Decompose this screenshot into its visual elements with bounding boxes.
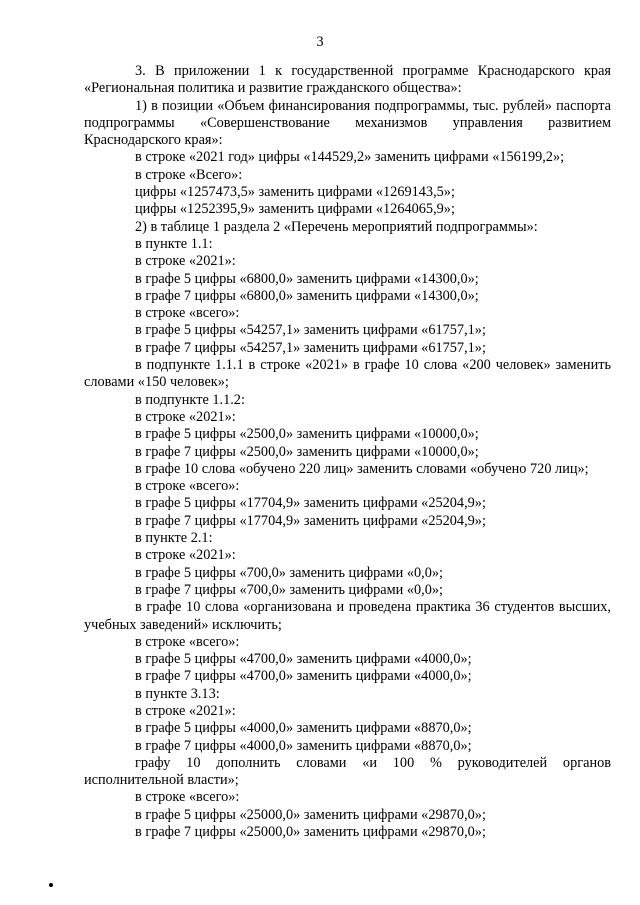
paragraph: в строке «2021»:: [135, 253, 236, 270]
page-number: 3: [316, 34, 324, 50]
paragraph: в графе 5 цифры «700,0» заменить цифрами «0,0»;: [135, 564, 444, 581]
paragraph: в подпункте 1.1.1 в строке «2021» в графе 10 слова «200 человек» заменить словами «150 человек»;: [84, 357, 611, 391]
paragraph: в графе 5 цифры «54257,1» заменить цифрами «61757,1»;: [135, 322, 486, 339]
paragraph: в пункте 1.1:: [135, 235, 213, 252]
paragraph: графу 10 дополнить словами «и 100 % руководителей органов исполнительной власти»;: [84, 754, 611, 789]
paragraph: в графе 5 цифры «25000,0» заменить цифрами «29870,0»;: [135, 806, 486, 823]
paragraph: в строке «всего»:: [135, 305, 240, 322]
paragraph: в графе 7 цифры «54257,1» заменить цифрами «61757,1»;: [135, 339, 486, 356]
paragraph: в подпункте 1.1.2:: [135, 391, 245, 408]
paragraph: в строке «Всего»:: [135, 166, 243, 183]
paragraph: в строке «2021»:: [135, 408, 236, 425]
paragraph: в графе 7 цифры «4000,0» заменить цифрами «8870,0»;: [135, 737, 472, 754]
paragraph: 2) в таблице 1 раздела 2 «Перечень мероприятий подпрограммы»:: [135, 218, 538, 235]
paragraph: цифры «1252395,9» заменить цифрами «1264065,9»;: [135, 201, 455, 218]
paragraph: в пункте 3.13:: [135, 685, 220, 702]
paragraph: 1) в позиции «Объем финансирования подпрограммы, тыс. рублей» паспорта подпрограммы «Совершенствование механизмов управления развитием Краснодарского края»:: [84, 97, 611, 149]
document-body: [84, 63, 611, 841]
margin-dot: [49, 883, 53, 887]
paragraph: в графе 7 цифры «2500,0» заменить цифрами «10000,0»;: [135, 443, 479, 460]
paragraph: в графе 5 цифры «2500,0» заменить цифрами «10000,0»;: [135, 426, 479, 443]
paragraph: в графе 5 цифры «17704,9» заменить цифрами «25204,9»;: [135, 495, 486, 512]
paragraph: в строке «всего»:: [135, 633, 240, 650]
paragraph: в графе 7 цифры «25000,0» заменить цифрами «29870,0»;: [135, 824, 486, 841]
paragraph: в пункте 2.1:: [135, 530, 213, 547]
paragraph: в графе 10 слова «организована и проведена практика 36 студентов высших, учебных заведений» исключить;: [84, 599, 611, 633]
paragraph: в строке «всего»:: [135, 789, 240, 806]
paragraph: в графе 5 цифры «4000,0» заменить цифрами «8870,0»;: [135, 720, 472, 737]
paragraph: в графе 7 цифры «17704,9» заменить цифрами «25204,9»;: [135, 512, 486, 529]
paragraph: в графе 5 цифры «4700,0» заменить цифрами «4000,0»;: [135, 651, 472, 668]
paragraph: в строке «2021»:: [135, 702, 236, 719]
paragraph: в графе 10 слова «обучено 220 лиц» заменить словами «обучено 720 лиц»;: [135, 460, 589, 477]
paragraph: в графе 5 цифры «6800,0» заменить цифрами «14300,0»;: [135, 270, 479, 287]
paragraph: в графе 7 цифры «700,0» заменить цифрами «0,0»;: [135, 581, 444, 598]
paragraph: цифры «1257473,5» заменить цифрами «1269143,5»;: [135, 184, 455, 201]
paragraph: в строке «2021 год» цифры «144529,2» заменить цифрами «156199,2»;: [135, 149, 565, 166]
paragraph: в графе 7 цифры «4700,0» заменить цифрами «4000,0»;: [135, 668, 472, 685]
paragraph: в графе 7 цифры «6800,0» заменить цифрами «14300,0»;: [135, 287, 479, 304]
paragraph: 3. В приложении 1 к государственной программе Краснодарского края «Региональная политика и развитие гражданского общества»:: [84, 63, 611, 97]
paragraph: в строке «2021»:: [135, 547, 236, 564]
paragraph: в строке «всего»:: [135, 478, 240, 495]
